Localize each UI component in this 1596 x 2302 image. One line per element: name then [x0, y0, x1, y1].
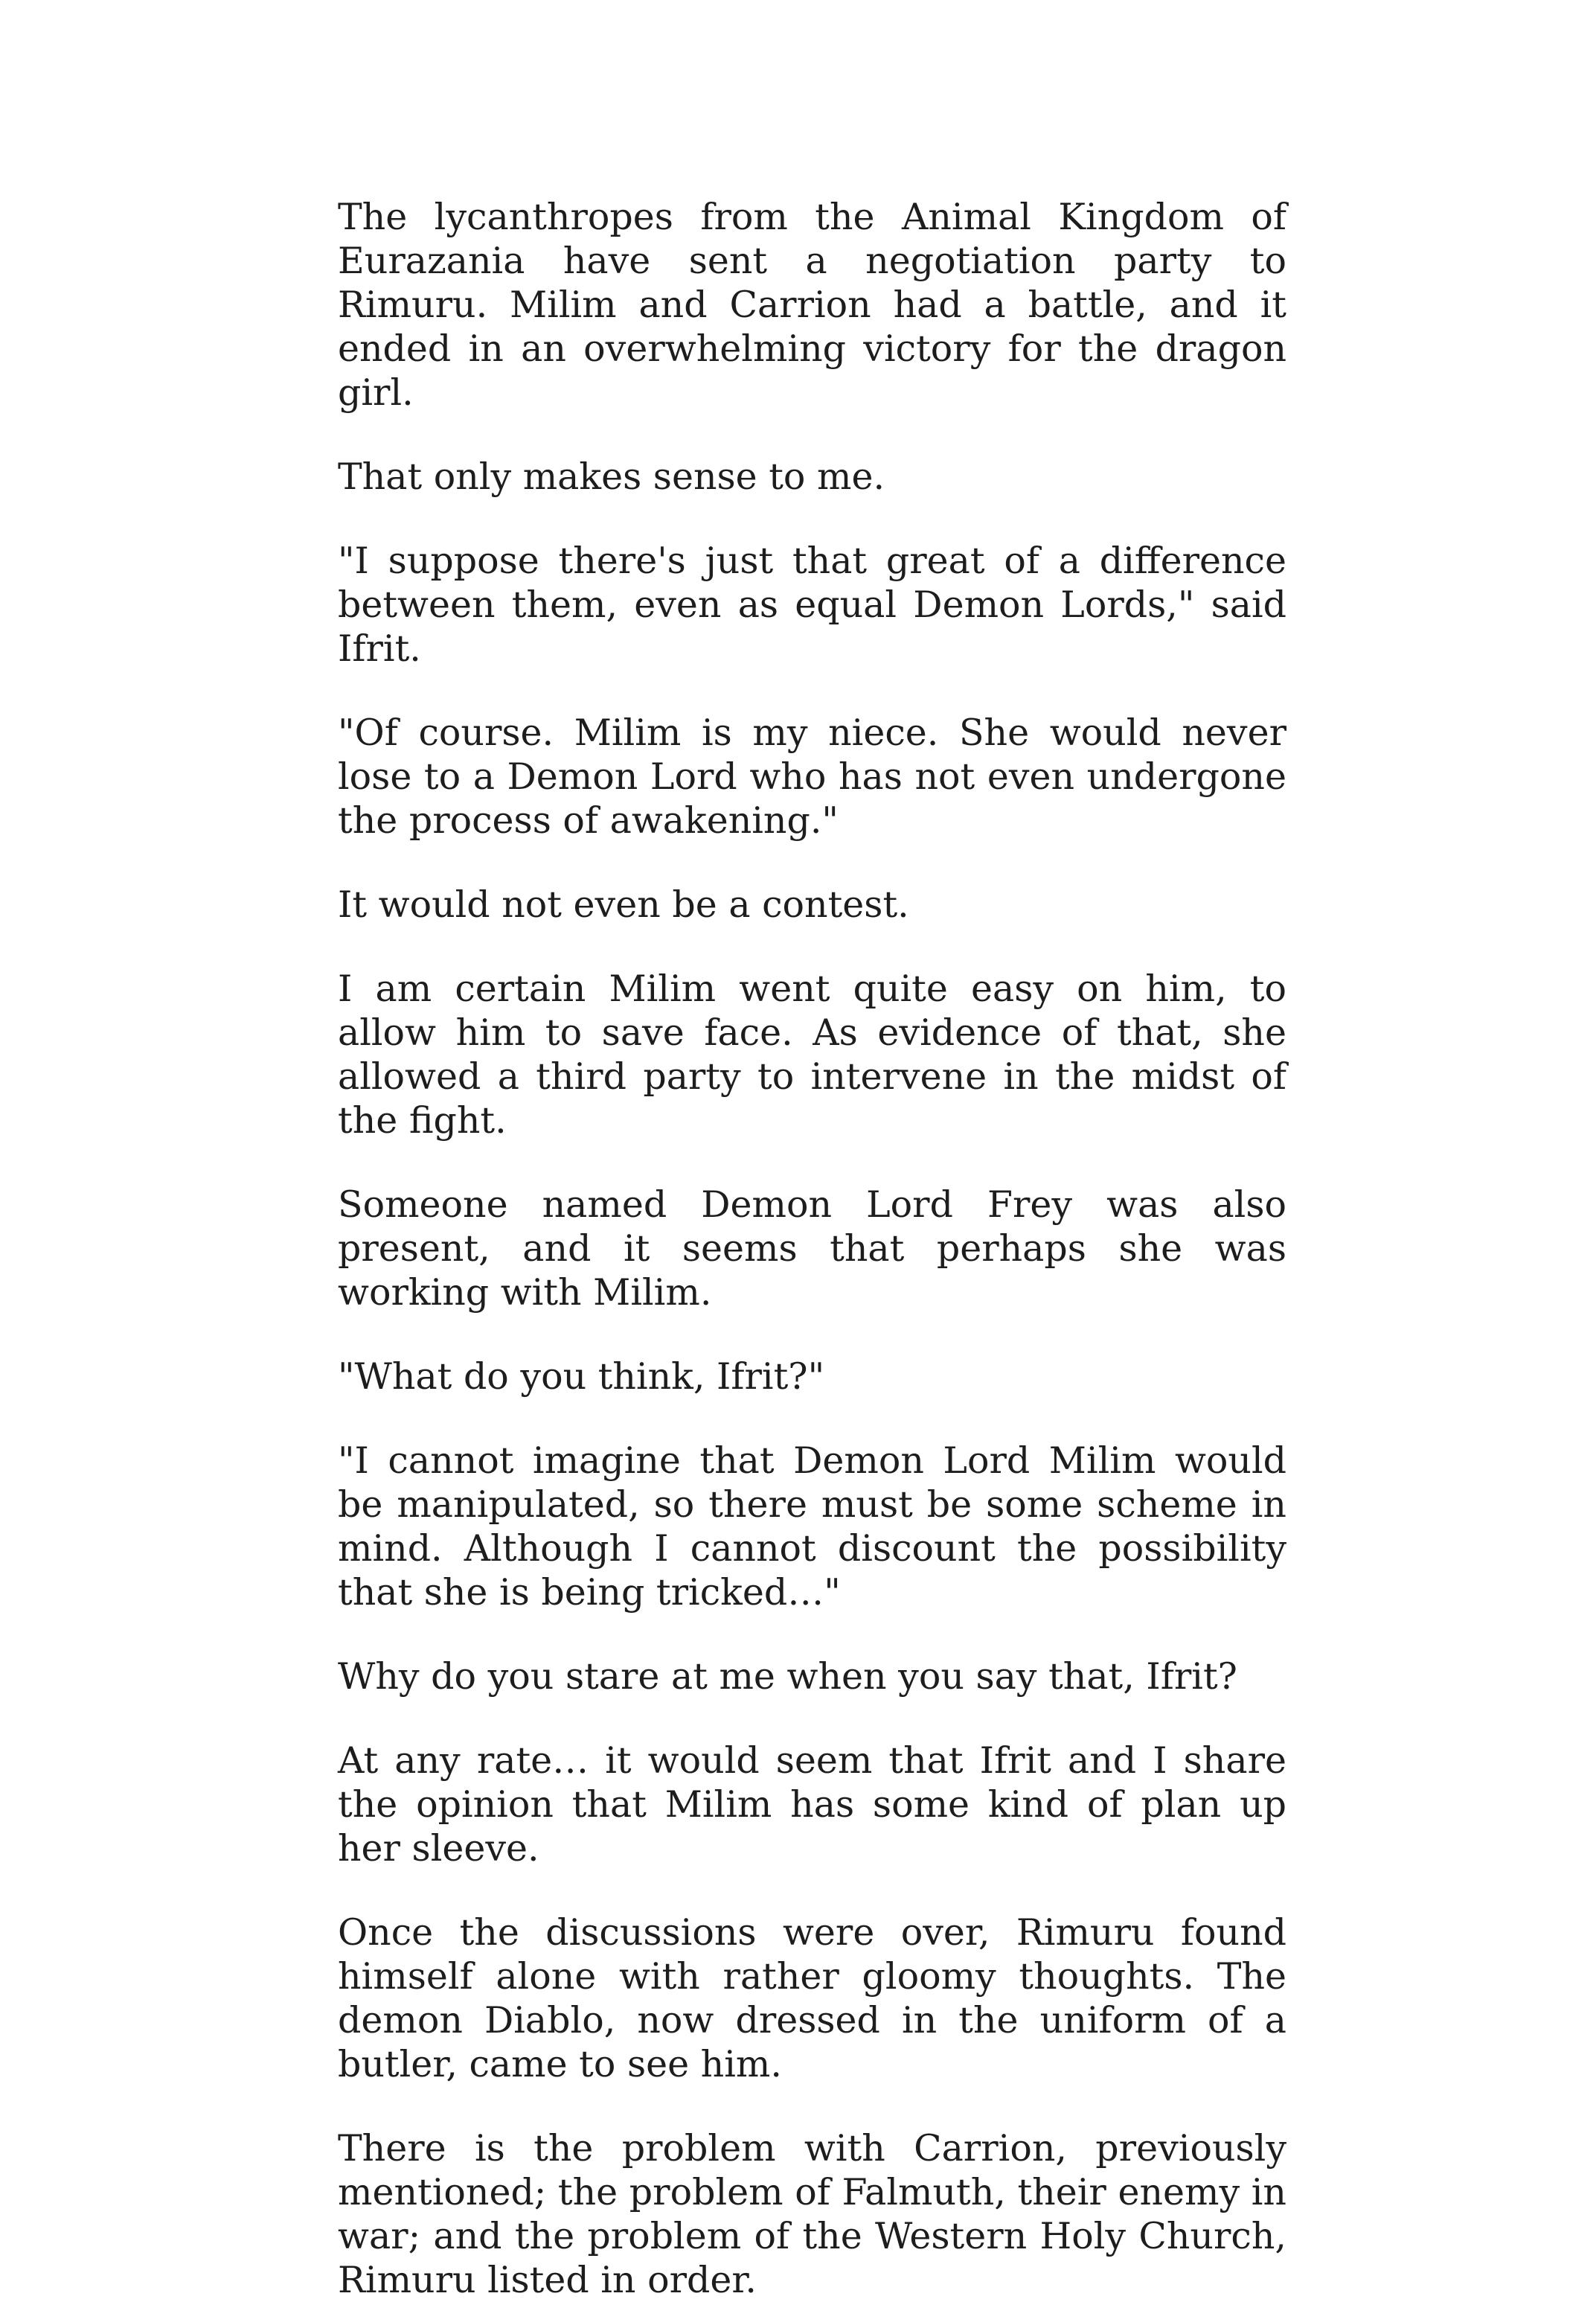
- paragraph-10: Why do you stare at me when you say that, Ifrit?: [338, 1655, 1237, 1698]
- paragraph-3: "I suppose there's just that great of a difference between them, even as equal Demon Lords," said Ifrit.: [338, 540, 1286, 670]
- paragraph-12: Once the discussions were over, Rimuru found himself alone with rather gloomy thoughts. The demon Diablo, now dressed in the uniform of a butler, came to see him.: [338, 1911, 1286, 2085]
- paragraph-1: The lycanthropes from the Animal Kingdom of Eurazania have sent a negotiation party to Rimuru. Milim and Carrion had a battle, and it ended in an overwhelming victory for the dragon girl.: [338, 196, 1286, 414]
- paragraph-11: At any rate… it would seem that Ifrit and I share the opinion that Milim has some kind of plan up her sleeve.: [338, 1739, 1286, 1870]
- paragraph-6: I am certain Milim went quite easy on him, to allow him to save face. As evidence of that, she allowed a third party to intervene in the midst of the fight.: [338, 968, 1286, 1142]
- paragraph-4: "Of course. Milim is my niece. She would never lose to a Demon Lord who has not even undergone the process of awakening.": [338, 712, 1286, 842]
- paragraph-9: "I cannot imagine that Demon Lord Milim would be manipulated, so there must be some scheme in mind. Although I cannot discount the possibility that she is being tricked…": [338, 1439, 1286, 1614]
- paragraph-2: That only makes sense to me.: [338, 455, 885, 498]
- page-body: [338, 195, 1286, 2302]
- paragraph-13: There is the problem with Carrion, previously mentioned; the problem of Falmuth, their enemy in war; and the problem of the Western Holy Church, Rimuru listed in order.: [338, 2127, 1286, 2301]
- paragraph-8: "What do you think, Ifrit?": [338, 1355, 825, 1398]
- paragraph-5: It would not even be a contest.: [338, 883, 909, 926]
- paragraph-7: Someone named Demon Lord Frey was also present, and it seems that perhaps she was working with Milim.: [338, 1183, 1286, 1314]
